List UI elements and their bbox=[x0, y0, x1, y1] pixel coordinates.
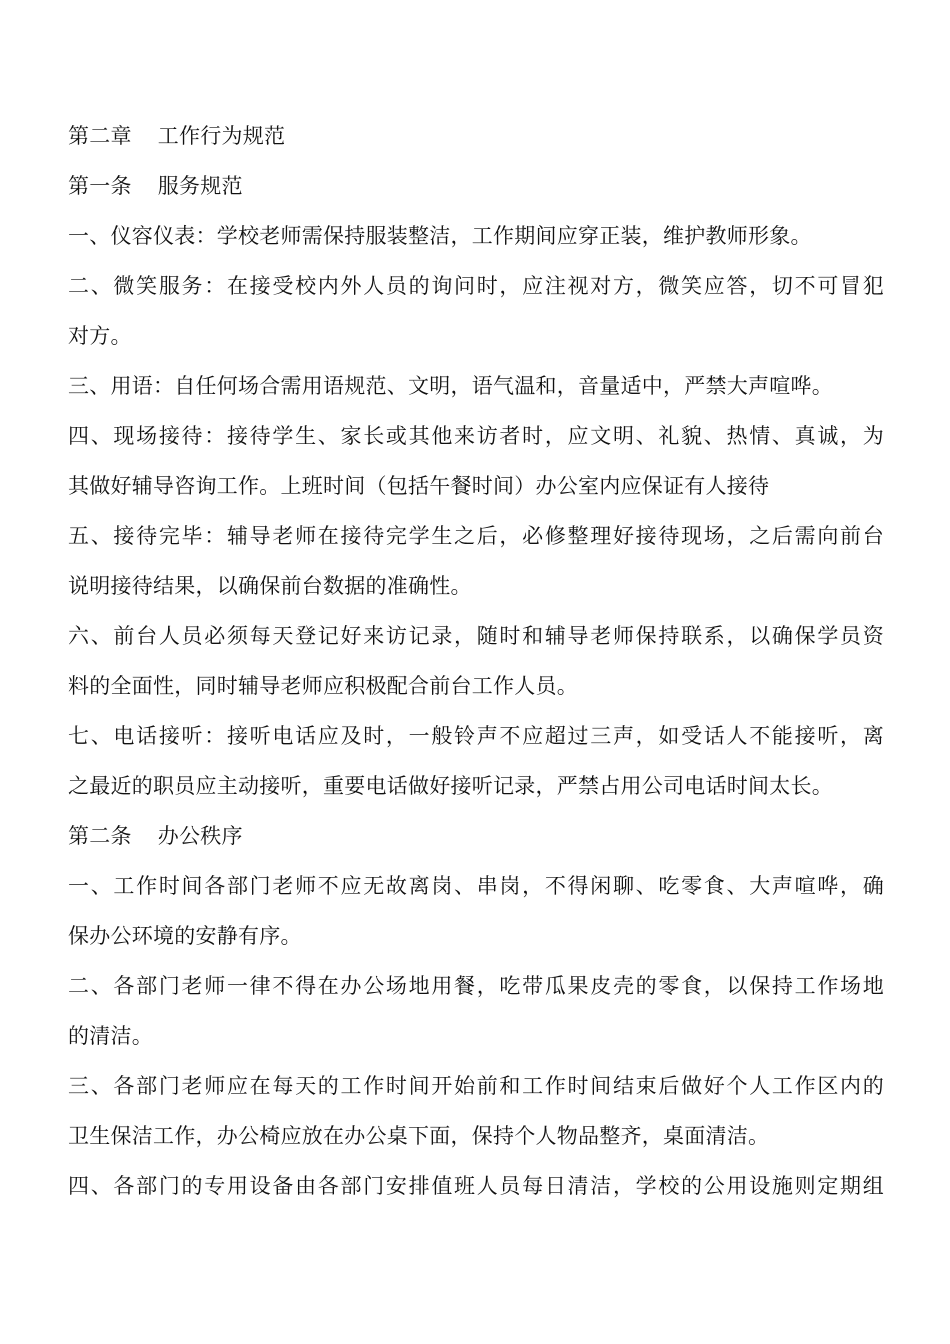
paragraph-line: 之最近的职员应主动接听，重要电话做好接听记录，严禁占用公司电话时间太长。 bbox=[68, 774, 833, 798]
paragraph-line: 其做好辅导咨询工作。上班时间（包括午餐时间）办公室内应保证有人接待 bbox=[68, 474, 770, 498]
paragraph-line: 七、电话接听：接听电话应及时，一般铃声不应超过三声，如受话人不能接听，离 bbox=[68, 724, 884, 748]
paragraph-line: 四、现场接待：接待学生、家长或其他来访者时，应文明、礼貌、热情、真诚，为 bbox=[68, 424, 884, 448]
paragraph-line: 六、前台人员必须每天登记好来访记录，随时和辅导老师保持联系，以确保学员资 bbox=[68, 624, 884, 648]
chapter-heading bbox=[68, 111, 884, 161]
section-number: 第一条 bbox=[68, 174, 132, 198]
paragraph-line: 一、仪容仪表：学校老师需保持服装整洁，工作期间应穿正装，维护教师形象。 bbox=[68, 224, 812, 248]
section-heading bbox=[68, 811, 884, 861]
paragraph-line: 的清洁。 bbox=[68, 1024, 153, 1048]
document-page bbox=[68, 111, 884, 1211]
paragraph-line: 保办公环境的安静有序。 bbox=[68, 924, 302, 948]
section-title: 服务规范 bbox=[157, 174, 243, 198]
paragraph-line: 二、各部门老师一律不得在办公场地用餐，吃带瓜果皮壳的零食，以保持工作场地 bbox=[68, 974, 884, 998]
paragraph-line: 五、接待完毕：辅导老师在接待完学生之后，必修整理好接待现场，之后需向前台 bbox=[68, 524, 884, 548]
chapter-number: 第二章 bbox=[68, 124, 132, 148]
paragraph-line: 三、各部门老师应在每天的工作时间开始前和工作时间结束后做好个人工作区内的 bbox=[68, 1074, 884, 1098]
paragraph-line: 说明接待结果，以确保前台数据的准确性。 bbox=[68, 574, 472, 598]
section-title: 办公秩序 bbox=[157, 824, 243, 848]
paragraph-line: 四、各部门的专用设备由各部门安排值班人员每日清洁，学校的公用设施则定期组 bbox=[68, 1174, 884, 1198]
paragraph-line: 对方。 bbox=[68, 324, 132, 348]
section-number: 第二条 bbox=[68, 824, 132, 848]
paragraph-line: 二、微笑服务：在接受校内外人员的询问时，应注视对方，微笑应答，切不可冒犯 bbox=[68, 274, 884, 298]
section-heading bbox=[68, 161, 884, 211]
paragraph-line: 一、工作时间各部门老师不应无故离岗、串岗，不得闲聊、吃零食、大声喧哗，确 bbox=[68, 874, 884, 898]
paragraph-line: 料的全面性，同时辅导老师应积极配合前台工作人员。 bbox=[68, 674, 578, 698]
chapter-title: 工作行为规范 bbox=[157, 124, 286, 148]
paragraph-line: 卫生保洁工作，办公椅应放在办公桌下面，保持个人物品整齐，桌面清洁。 bbox=[68, 1124, 770, 1148]
paragraph-line: 三、用语：自任何场合需用语规范、文明，语气温和，音量适中，严禁大声喧哗。 bbox=[68, 374, 833, 398]
